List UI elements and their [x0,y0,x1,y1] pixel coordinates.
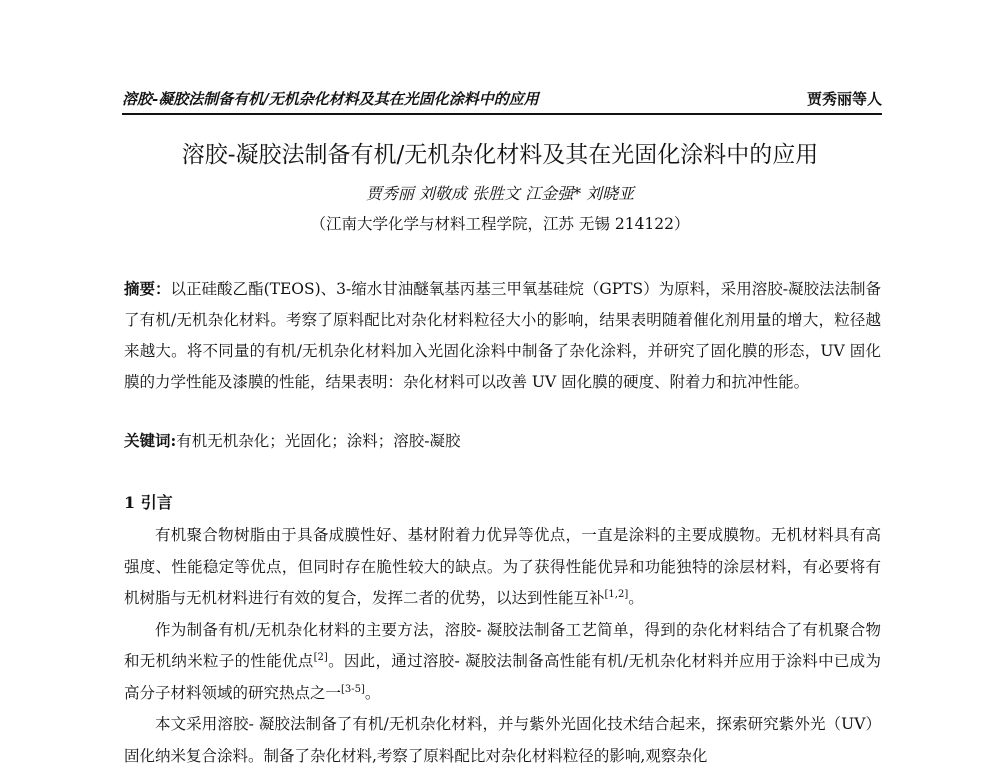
affiliation: （江南大学化学与材料工程学院，江苏 无锡 214122） [310,215,690,233]
keywords-text: 有机无机杂化；光固化；涂料；溶胶-凝胶 [176,432,461,450]
intro-p2-text: 作为制备有机/无机杂化材料的主要方法，溶胶- 凝胶法制备工艺简单，得到的杂化材料结合了有机聚合物和无机纳米粒子的性能优点 [124,620,881,670]
citation-ref: [1,2] [604,588,629,600]
author-list: 贾秀丽 刘敬成 张胜文 江金强* 刘晓亚 [365,184,635,203]
paper-title: 溶胶-凝胶法制备有机/无机杂化材料及其在光固化涂料中的应用 [181,142,819,168]
intro-paragraph [124,709,881,772]
keywords [124,425,881,457]
running-authors: 贾秀丽等人 [806,90,882,108]
intro-paragraph [124,615,881,710]
intro-p3-text: 本文采用溶胶- 凝胶法制备了有机/无机杂化材料，并与紫外光固化技术结合起来，探索研究紫外光（UV）固化纳米复合涂料。制备了杂化材料,考察了原料配比对杂化材料粒径的影响,观察杂化 [124,715,881,765]
running-title: 溶胶-凝胶法制备有机/无机杂化材料及其在光固化涂料中的应用 [122,90,539,108]
citation-ref: [3-5] [341,683,365,695]
abstract-label: 摘要： [124,279,171,298]
citation-ref: [2] [313,651,328,663]
abstract-text: 以正硅酸乙酯(TEOS)、3-缩水甘油醚氧基丙基三甲氧基硅烷（GPTS）为原料，采用溶胶-凝胶法法制备了有机/无机杂化材料。考察了原料配比对杂化材料粒径大小的影响，结果表明随着催化剂用量的增大，粒径越来越大。将不同量的有机/无机杂化材料加入光固化涂料中制备了杂化涂料，并研究了固化膜的形态，UV 固化膜的力学性能及漆膜的性能，结果表明：杂化材料可以改善 UV 固化膜的硬度、附着力和抗冲性能。 [124,280,881,391]
intro-p2-end: 。 [364,683,381,702]
running-header [122,88,882,109]
intro-body [124,520,881,772]
intro-p2-mid: 。因此，通过溶胶- 凝胶法制备高性能有机/无机杂化材料并应用于涂料中已成为高分子材料领域的研究热点之一 [124,652,881,702]
header-rule [122,113,882,115]
intro-p1-end: 。 [628,589,644,607]
section-heading: 1 引言 [124,493,173,512]
intro-paragraph [124,520,881,615]
abstract [124,273,881,398]
intro-p1-text: 有机聚合物树脂由于具备成膜性好、基材附着力优异等优点，一直是涂料的主要成膜物。无机材料具有高强度、性能稳定等优点，但同时存在脆性较大的缺点。为了获得性能优异和功能独特的涂层材料，有必要将有机树脂与无机材料进行有效的复合，发挥二者的优势，以达到性能互补 [124,526,881,607]
keywords-label: 关键词: [124,431,177,450]
